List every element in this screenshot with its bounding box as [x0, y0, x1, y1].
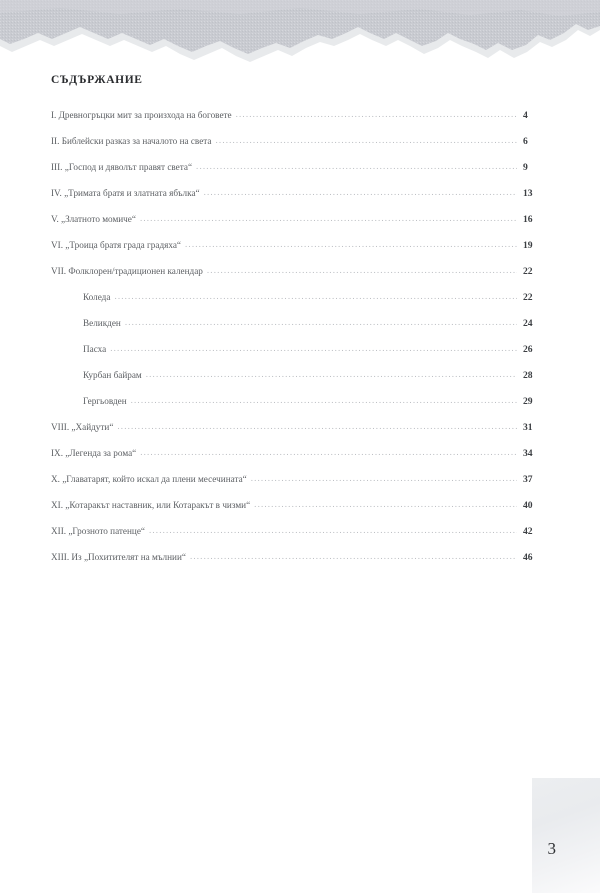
toc-entry-label: I. Древногръцки мит за произхода на боговете [51, 110, 232, 120]
toc-leader-dots [216, 135, 517, 144]
toc-entry-label: Пасха [83, 344, 107, 354]
toc-entry[interactable] [51, 473, 549, 499]
toc-entry-page-number: 22 [523, 292, 533, 303]
toc-leader-dots [146, 369, 517, 378]
toc-entry-page-number: 29 [523, 396, 533, 407]
toc-entry-label: IV. „Тримата братя и златната ябълка“ [51, 188, 200, 198]
toc-entry[interactable] [51, 369, 549, 395]
toc-entry[interactable] [51, 343, 549, 369]
toc-entry[interactable] [51, 291, 549, 317]
torn-paper-edge [0, 0, 600, 66]
toc-leader-dots [207, 265, 517, 274]
toc-entry-label: II. Библейски разказ за началото на света [51, 136, 212, 146]
toc-entry-label: XI. „Котаракът наставник, или Котаракът в чизми“ [51, 500, 251, 510]
toc-entry-label: Курбан байрам [83, 370, 142, 380]
toc-entry-label: III. „Господ и дяволът правят света“ [51, 162, 193, 172]
toc-leader-dots [185, 239, 517, 248]
toc-leader-dots [236, 109, 517, 118]
toc-entry[interactable] [51, 265, 549, 291]
toc-leader-dots [190, 551, 517, 560]
toc-entry-page-number: 42 [523, 526, 533, 537]
toc-entry-page-number: 28 [523, 370, 533, 381]
toc-entry-label: XIII. Из „Похитителят на мълнии“ [51, 552, 186, 562]
toc-entry[interactable] [51, 395, 549, 421]
toc-entry-page-number: 34 [523, 448, 533, 459]
toc-entry-label: VIII. „Хайдути“ [51, 422, 114, 432]
toc-entry[interactable] [51, 109, 549, 135]
corner-decoration [532, 778, 600, 893]
toc-leader-dots [196, 161, 517, 170]
page-number: 3 [547, 839, 556, 858]
toc-leader-dots [204, 187, 517, 196]
toc-entry-page-number: 6 [523, 136, 528, 147]
toc-entry-label: Коледа [83, 292, 111, 302]
toc-entry[interactable] [51, 551, 549, 577]
toc-leader-dots [131, 395, 517, 404]
toc-entry-page-number: 16 [523, 214, 533, 225]
toc-entry-page-number: 13 [523, 188, 533, 199]
toc-entry-label: XII. „Грозното патенце“ [51, 526, 145, 536]
toc-entry-label: IX. „Легенда за рома“ [51, 448, 137, 458]
toc-content [51, 66, 549, 577]
toc-entry-page-number: 31 [523, 422, 533, 433]
toc-leader-dots [110, 343, 517, 352]
toc-entry-page-number: 26 [523, 344, 533, 355]
toc-entry-page-number: 46 [523, 552, 533, 563]
toc-leader-dots [251, 473, 517, 482]
toc-entry-page-number: 24 [523, 318, 533, 329]
toc-entry[interactable] [51, 135, 549, 161]
toc-leader-dots [125, 317, 517, 326]
toc-entry-label: V. „Златното момиче“ [51, 214, 136, 224]
toc-leader-dots [254, 499, 517, 508]
toc-entry-label: VI. „Троица братя града градяха“ [51, 240, 182, 250]
toc-entry-label: X. „Главатарят, който искал да плени месечината“ [51, 474, 247, 484]
toc-leader-dots [149, 525, 517, 534]
toc-entry[interactable] [51, 317, 549, 343]
toc-entry[interactable] [51, 447, 549, 473]
toc-entry-page-number: 37 [523, 474, 533, 485]
toc-entry[interactable] [51, 499, 549, 525]
toc-entry-label: Гергьовден [83, 396, 127, 406]
toc-entry-page-number: 9 [523, 162, 528, 173]
toc-leader-dots [140, 213, 517, 222]
toc-leader-dots [117, 421, 517, 430]
toc-entry-page-number: 19 [523, 240, 533, 251]
toc-entry-label: Великден [83, 318, 121, 328]
toc-entry[interactable] [51, 161, 549, 187]
toc-leader-dots [114, 291, 517, 300]
toc-entry-page-number: 40 [523, 500, 533, 511]
toc-leader-dots [140, 447, 517, 456]
page-title: СЪДЪРЖАНИЕ [51, 74, 143, 86]
toc-entry[interactable] [51, 421, 549, 447]
toc-entry-page-number: 4 [523, 110, 528, 121]
toc-list [51, 109, 549, 577]
toc-entry[interactable] [51, 525, 549, 551]
toc-entry-label: VII. Фолклорен/традиционен календар [51, 266, 203, 276]
toc-entry-page-number: 22 [523, 266, 533, 277]
toc-entry[interactable] [51, 239, 549, 265]
toc-entry[interactable] [51, 213, 549, 239]
toc-entry[interactable] [51, 187, 549, 213]
